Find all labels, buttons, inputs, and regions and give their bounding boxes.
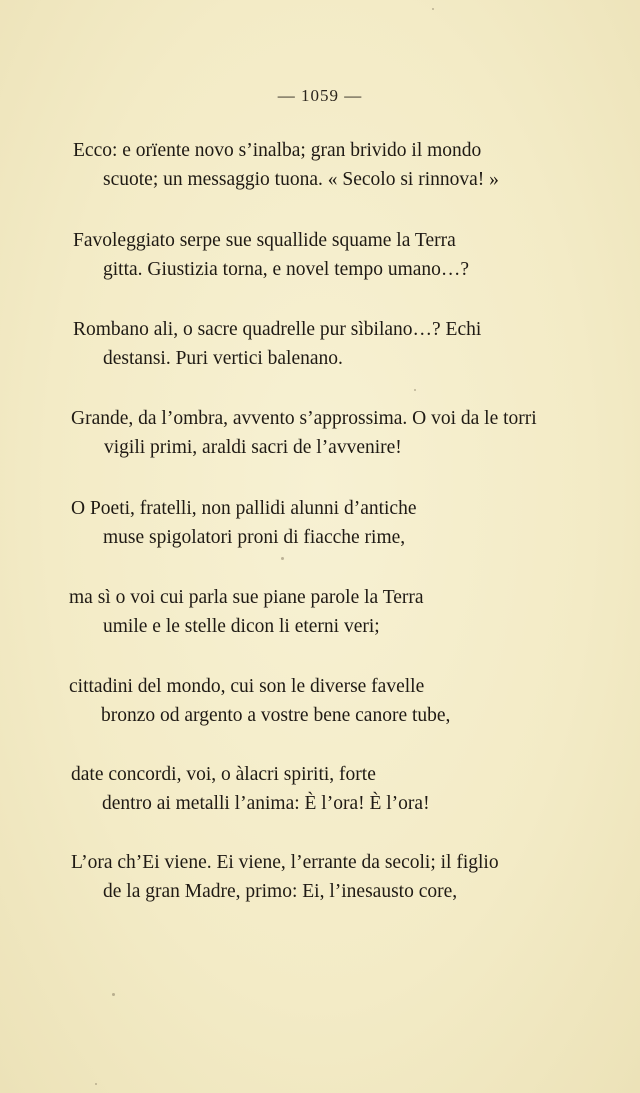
page-number: — 1059 — — [277, 86, 363, 105]
paper-speck — [95, 1083, 97, 1085]
stanza-line-indented: bronzo od argento a vostre bene canore tube, — [101, 705, 451, 726]
stanza-line-indented: vigili primi, araldi sacri de l’avvenire! — [104, 437, 402, 458]
stanza-line: Rombano ali, o sacre quadrelle pur sìbilano…? Echi — [73, 319, 482, 340]
stanza-line: Favoleggiato serpe sue squallide squame la Terra — [73, 230, 456, 251]
paper-speck — [432, 8, 434, 10]
stanza-line: Ecco: e orïente novo s’inalba; gran brivido il mondo — [73, 140, 482, 161]
paper-speck — [281, 557, 284, 560]
paper-speck — [112, 993, 115, 996]
stanza-line-indented: umile e le stelle dicon li eterni veri; — [103, 616, 380, 637]
stanza-line: cittadini del mondo, cui son le diverse favelle — [69, 676, 425, 697]
stanza-line: Grande, da l’ombra, avvento s’approssima. O voi da le torri — [71, 408, 537, 429]
stanza-line-indented: scuote; un messaggio tuona. « Secolo si rinnova! » — [103, 169, 499, 190]
stanza-line: L’ora ch’Ei viene. Ei viene, l’errante da secoli; il figlio — [71, 852, 499, 873]
stanza-line: ma sì o voi cui parla sue piane parole la Terra — [69, 587, 424, 608]
stanza-line-indented: de la gran Madre, primo: Ei, l’inesausto core, — [103, 881, 458, 902]
stanza-line-indented: destansi. Puri vertici balenano. — [103, 348, 343, 369]
paper-speck — [414, 389, 416, 391]
stanza-line-indented: gitta. Giustizia torna, e novel tempo umano…? — [103, 259, 470, 280]
stanza-line: date concordi, voi, o àlacri spiriti, forte — [71, 764, 376, 785]
stanza-line: O Poeti, fratelli, non pallidi alunni d’antiche — [71, 498, 417, 519]
stanza-line-indented: dentro ai metalli l’anima: È l’ora! È l’ora! — [102, 793, 430, 814]
stanza-line-indented: muse spigolatori proni di fiacche rime, — [103, 527, 406, 548]
